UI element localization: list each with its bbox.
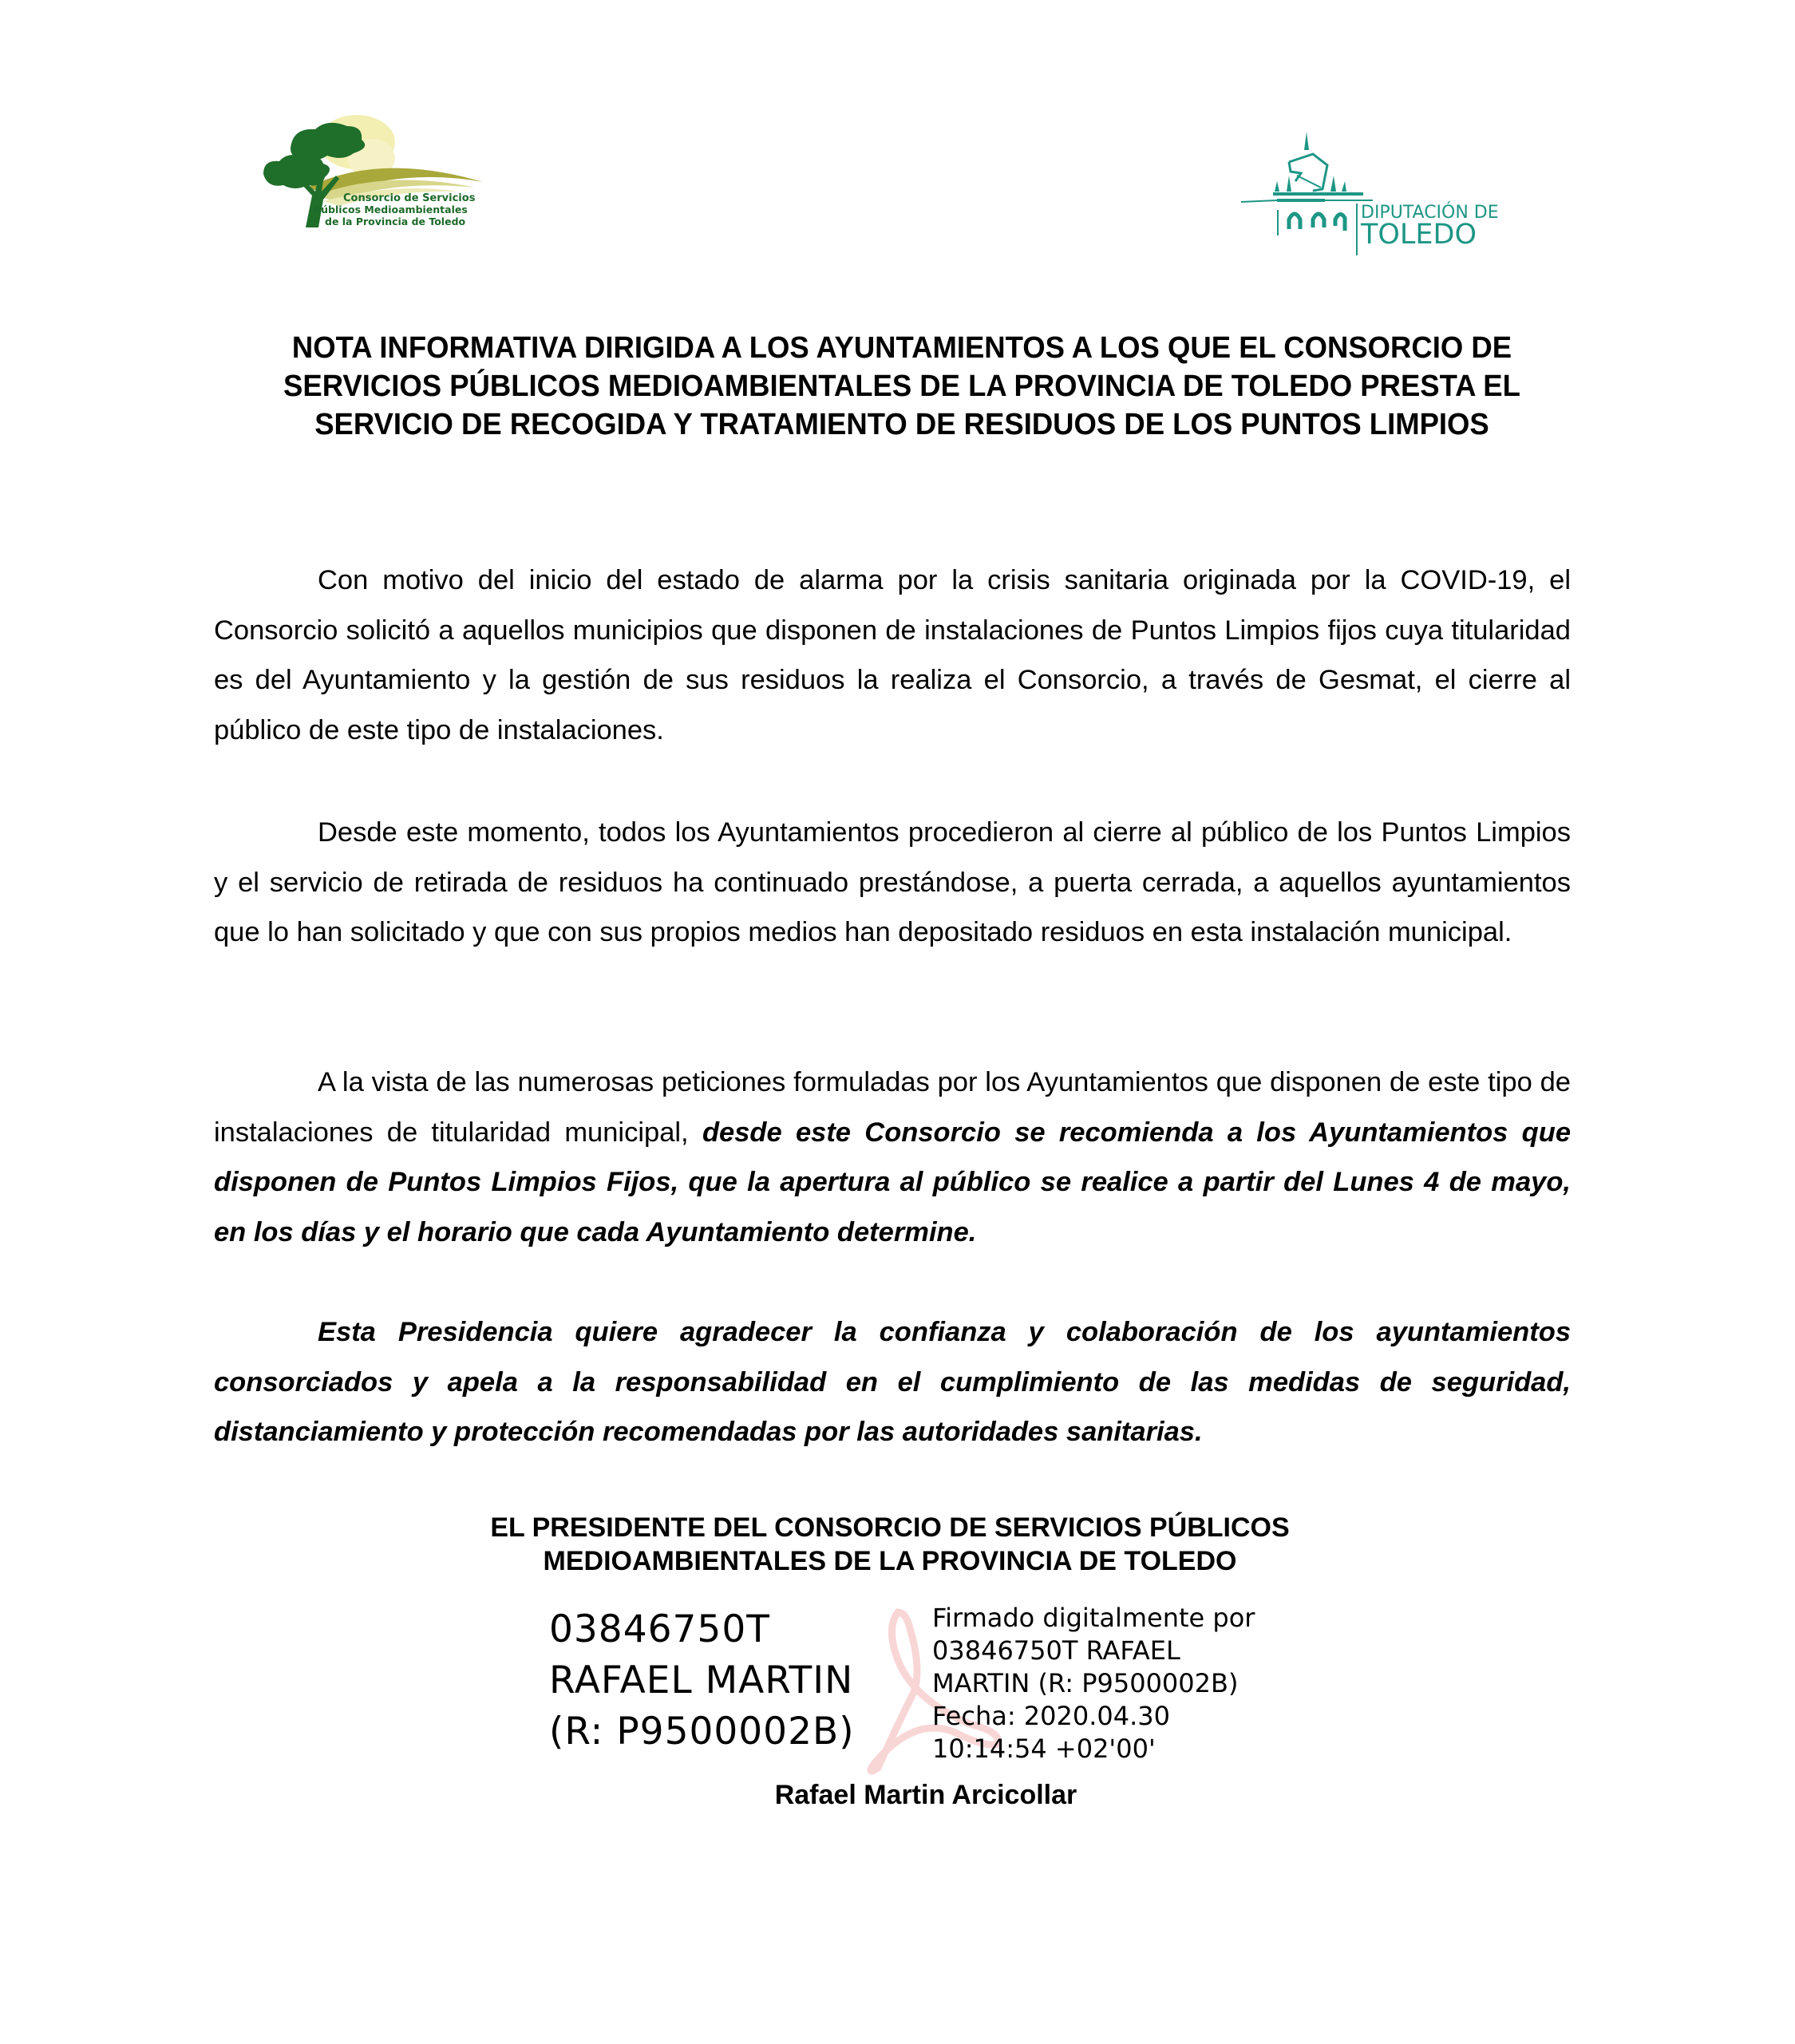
signature-left-line3: (R: P9500002B): [549, 1710, 855, 1753]
paragraph-1: [214, 555, 1571, 755]
paragraph-2: [214, 808, 1571, 958]
diputacion-logo: [1233, 124, 1504, 259]
paragraph-2-text: Desde este momento, todos los Ayuntamientos procedieron al cierre al público de los Puntos Limpios y el servicio de retirada de residuos ha continuado prestándose, a puerta cerrada, a aquellos ayuntamientos que lo han solicitado y que con sus propios medios han depositado residuos en esta instalación municipal.: [214, 817, 1571, 947]
diputacion-logo-line1: DIPUTACIÓN DE: [1361, 203, 1499, 223]
signature-signer-id: [549, 1604, 855, 1757]
diputacion-logo-line2: TOLEDO: [1361, 219, 1477, 251]
signature-details: [932, 1602, 1255, 1765]
consorcio-logo-line3: de la Provincia de Toledo: [325, 215, 466, 227]
signature-right-line1: Firmado digitalmente por: [932, 1603, 1255, 1633]
signer-title-line2: MEDIOAMBIENTALES DE LA PROVINCIA DE TOLEDO: [543, 1546, 1237, 1576]
signature-left-line1: 03846750T: [549, 1607, 770, 1651]
paragraph-4: [214, 1307, 1571, 1457]
paragraph-1-text: Con motivo del inicio del estado de alarma por la crisis sanitaria originada por la COVID-19, el Consorcio solicitó a aquellos municipios que disponen de instalaciones de Puntos Limpios fijos cuya titularidad es del Ayuntamiento y la gestión de sus residuos la realiza el Consorcio, a través de Gesmat, el cierre al público de este tipo de instalaciones.: [214, 565, 1571, 745]
consorcio-logo-line1: Consorcio de Servicios: [343, 192, 476, 204]
signature-right-line5: 10:14:54 +02'00': [932, 1734, 1156, 1764]
diputacion-building-logo-icon: [1233, 124, 1504, 259]
paragraph-3-emphasis: desde este Consorcio se recomienda a los Ayuntamientos que disponen de Puntos Limpios Fijos, que la apertura al público se realice a partir del Lunes 4 de mayo, en los días y el horario que cada Ayuntamiento determine.: [214, 1117, 1572, 1247]
paragraph-3: [214, 1058, 1571, 1257]
signer-name: Rafael Martin Arcicollar: [774, 1780, 1077, 1810]
signature-right-line4: Fecha: 2020.04.30: [932, 1701, 1170, 1731]
signer-title: [431, 1511, 1349, 1578]
signature-right-line3: MARTIN (R: P9500002B): [932, 1668, 1239, 1698]
paragraph-3-plain: A la vista de las numerosas peticiones formuladas por los Ayuntamientos que disponen de este tipo de instalaciones de titularidad municipal,: [214, 1067, 1571, 1148]
paragraph-4-emphasis: Esta Presidencia quiere agradecer la confianza y colaboración de los ayuntamientos consorciados y apela a la responsabilidad en el cumplimiento de las medidas de seguridad, distanciamiento y protección recomendadas por las autoridades sanitarias.: [214, 1317, 1571, 1447]
signer-title-line1: EL PRESIDENTE DEL CONSORCIO DE SERVICIOS PÚBLICOS: [490, 1512, 1290, 1543]
consorcio-logo: [259, 112, 499, 231]
consorcio-tree-logo-icon: [259, 112, 499, 231]
signature-left-line2: RAFAEL MARTIN: [549, 1659, 854, 1702]
consorcio-logo-line2: Públicos Medioambientales: [314, 204, 468, 215]
signature-right-line2: 03846750T RAFAEL: [932, 1635, 1180, 1666]
document-title: NOTA INFORMATIVA DIRIGIDA A LOS AYUNTAMIENTOS A LOS QUE EL CONSORCIO DE SERVICIOS PÚBLICOS MEDIOAMBIENTALES DE LA PROVINCIA DE TOLEDO PRESTA EL SERVICIO DE RECOGIDA Y TRATAMIENTO DE RESIDUOS DE LOS PUNTOS LIMPIOS: [283, 331, 1520, 441]
paragraph-3-text: [214, 1058, 1571, 1257]
